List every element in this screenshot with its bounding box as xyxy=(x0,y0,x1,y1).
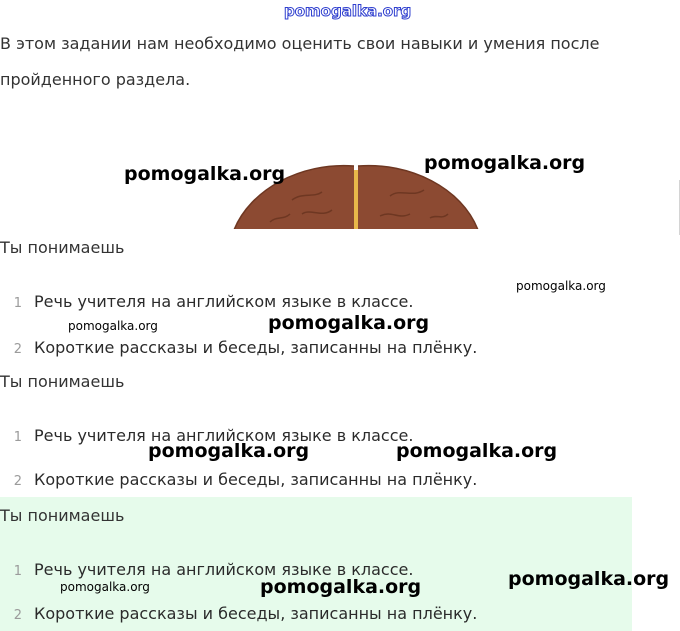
watermark-top: pomogalka.org xyxy=(284,2,412,20)
list-number: 1 xyxy=(13,564,22,579)
section-title: Ты понимаешь xyxy=(0,238,125,257)
section-title: Ты понимаешь xyxy=(0,372,125,391)
watermark: pomogalka.org xyxy=(68,319,158,333)
list-number: 2 xyxy=(13,342,22,357)
watermark: pomogalka.org xyxy=(396,440,558,462)
watermark: pomogalka.org xyxy=(60,580,150,594)
list-text: Речь учителя на английском языке в классе. xyxy=(34,292,414,311)
list-item xyxy=(0,292,413,311)
watermark: pomogalka.org xyxy=(268,312,430,334)
list-number: 1 xyxy=(13,296,22,311)
list-number: 1 xyxy=(13,430,22,445)
watermark: pomogalka.org xyxy=(260,576,422,598)
watermark: pomogalka.org xyxy=(124,163,286,185)
watermark: pomogalka.org xyxy=(148,440,310,462)
watermark: pomogalka.org xyxy=(508,568,670,590)
list-number: 2 xyxy=(13,474,22,489)
watermark: pomogalka.org xyxy=(424,152,586,174)
list-text: Речь учителя на английском языке в классе. xyxy=(34,560,414,579)
section-1 xyxy=(0,230,632,360)
intro-line-2: пройденного раздела. xyxy=(0,70,191,89)
list-text: Речь учителя на английском языке в классе. xyxy=(34,426,414,445)
section-3-highlighted xyxy=(0,497,632,631)
list-text: Короткие рассказы и беседы, записанны на плёнку. xyxy=(34,338,478,357)
list-item xyxy=(0,470,477,489)
list-number: 2 xyxy=(13,608,22,623)
list-item xyxy=(0,604,477,623)
section-2 xyxy=(0,364,632,496)
list-text: Короткие рассказы и беседы, записанны на плёнку. xyxy=(34,470,478,489)
intro-line-1: В этом задании нам необходимо оценить свои навыки и умения после xyxy=(0,34,600,53)
list-text: Короткие рассказы и беседы, записанны на плёнку. xyxy=(34,604,478,623)
section-title: Ты понимаешь xyxy=(0,506,125,525)
watermark: pomogalka.org xyxy=(516,279,606,293)
list-item xyxy=(0,338,477,357)
